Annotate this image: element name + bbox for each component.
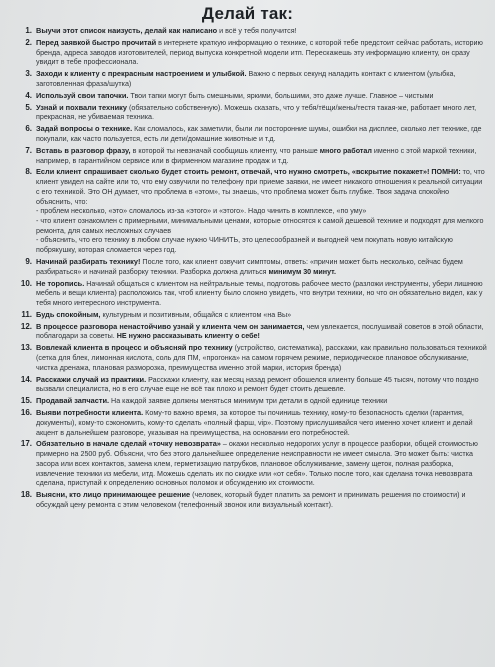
rule-text: – окажи несколько недорогих услуг в процессе разборки, общей стоимостью примерно на 2500 руб. Объясни, что без этого дальнейшее определение неисправности не имеет смысла. Это может быть: чистка засора или всех контактов, замена клем, герметизацию патрубков, плановое обслуживание, замену щеток, полная разборка, извлечение техники из мебели, итд. Можешь сделать их по скидке или «от себя». Только после того, как сделана точка невозврата сделана, приступай к определению основных поломок и обсуждению их стоимости. bbox=[36, 440, 478, 488]
rule-text: в интернете краткую информацию о технике, с которой тебе предстоит сейчас работать, историю бренда, адреса заводов изготовителей, период выпуска конкретной модели итп. Перескажешь эту информацию клиенту, он сразу увидит в тебе профессионала. bbox=[36, 38, 483, 67]
rule-number: 9. bbox=[25, 256, 32, 266]
rule-item bbox=[8, 396, 487, 407]
rule-text: Важно с первых секунд наладить контакт с клиентом (улыбка, заготовленная фраза/шутка) bbox=[36, 70, 456, 88]
rule-lead: Обязательно в начале сделай «точку невозврата» bbox=[36, 439, 221, 449]
rule-subline: - проблем несколько, «это» сломалось из-за «этого» и «этого». Надо чинить в комплексе, «по уму» bbox=[36, 207, 367, 216]
rule-item bbox=[8, 91, 487, 102]
rule-text: Расскажи клиенту, как месяц назад ремонт обошелся клиенту больше 45 тысяч, потому что поздно вызвали специалиста, но в его случае еще не всё так плохо и ремонт будет стоить дешевле. bbox=[36, 375, 479, 394]
rule-text: После того, как клиент озвучит симптомы, ответь: «причин может быть несколько, сейчас будем разбираться» и начинай разборку техники. Разборка должна длиться bbox=[36, 257, 463, 276]
rule-number: 13. bbox=[20, 343, 32, 353]
rule-item bbox=[8, 343, 487, 373]
rule-number: 15. bbox=[20, 396, 32, 406]
rule-text: (человек, который будет платить за ремонт и принимать решения по стоимости) и обсуждай цену ремонта с этим человеком (телефонный звонок или визуальный контакт). bbox=[36, 491, 466, 509]
rule-item bbox=[8, 69, 487, 89]
rule-lead: Если клиент спрашивает сколько будет стоить ремонт, отвечай, что нужно смотреть, «вскрытие покажет»! bbox=[36, 167, 430, 177]
rule-number: 8. bbox=[25, 167, 32, 177]
rule-number: 7. bbox=[25, 145, 32, 155]
rule-lead: Вовлекай клиента в процесс и объясняй про технику bbox=[36, 343, 233, 353]
rule-lead: Продавай запчасти. bbox=[36, 396, 110, 406]
rule-lead: Не торопись. bbox=[36, 278, 85, 288]
rule-text: чем увлекается, послушивай советов в этой области, поблагодари за советы. bbox=[36, 322, 484, 341]
rule-text: На каждой заявке должны меняться минимум три детали в одной единице техники bbox=[109, 397, 388, 406]
rule-item bbox=[8, 167, 487, 255]
rule-lead: Будь спокойным, bbox=[36, 309, 101, 319]
rule-number: 4. bbox=[25, 90, 32, 100]
rules-list bbox=[8, 26, 487, 511]
rule-item bbox=[8, 38, 487, 68]
rule-item bbox=[8, 103, 487, 123]
rule-text: культурным и позитивным, общайся с клиентом «на Вы» bbox=[100, 310, 292, 319]
rule-item bbox=[8, 124, 487, 144]
rule-number: 16. bbox=[20, 408, 32, 418]
rule-tail: именно с этой маркой техники, например, в гарантийном сервисе или в фирменном магазине продаж и т.д. bbox=[36, 146, 477, 165]
rule-item bbox=[8, 146, 487, 166]
rule-text: Твои тапки могут быть смешными, яркими, большими, это даже лучше. Главное – чистыми bbox=[128, 91, 434, 100]
rule-lead: Расскажи случай из практики. bbox=[36, 374, 147, 384]
rule-lead: Выяви потребности клиента. bbox=[36, 408, 144, 418]
rule-text: (обязательно собственную). Можешь сказать, что у тебя/тёщи/жены/тестя такая-же, работает много лет, прекрасная, не убиваемая техника. bbox=[36, 103, 477, 122]
rule-number: 18. bbox=[20, 490, 32, 500]
rule-number: 1. bbox=[25, 26, 32, 35]
rule-lead: Вставь в разговор фразу, bbox=[36, 145, 131, 155]
rule-lead: Заходи к клиенту с прекрасным настроением и улыбкой. bbox=[36, 69, 247, 79]
rule-item bbox=[8, 257, 487, 277]
rule-text: то, что клиент увидел на сайте или то, что ему озвучили по телефону при приеме заявки, не имеет никакого отношения к реальной ситуации с его техникой. Это ОН думает, что проблема в «этом», ты знаешь, что проблема может быть глубже. Твоя задача спокойно объяснить, что: bbox=[36, 168, 485, 206]
rule-number: 14. bbox=[20, 374, 32, 384]
rule-lead: Начинай разбирать технику! bbox=[36, 256, 141, 266]
rule-item bbox=[8, 279, 487, 309]
rule-number: 6. bbox=[25, 124, 32, 134]
rule-strong: много работал bbox=[319, 146, 372, 155]
rule-strong: минимум 30 минут. bbox=[268, 267, 337, 276]
rule-number: 11. bbox=[21, 309, 32, 319]
rule-lead: Перед заявкой быстро прочитай bbox=[36, 37, 157, 47]
rule-lead: Выясни, кто лицо принимающее решение bbox=[36, 490, 191, 500]
rule-item bbox=[8, 490, 487, 510]
rule-number: 5. bbox=[25, 102, 32, 112]
rule-lead: Задай вопросы о технике. bbox=[36, 124, 133, 134]
rule-text: Начинай общаться с клиентом на нейтральные темы, подготовь рабочее место (разложи инструменты, убери лишнюю мебель и вещи клиента) расположись так, чтоб клиенту было сложно увидеть, что внутри техники, но что он обязательно видел, как у тебя много интересного инструмента. bbox=[36, 279, 483, 307]
rule-item bbox=[8, 375, 487, 395]
rule-item bbox=[8, 26, 487, 37]
rule-number: 2. bbox=[25, 37, 32, 47]
rule-item bbox=[8, 408, 487, 438]
rule-text: Кому-то важно время, за которое ты починишь технику, кому-то безопасность сделки (гарантия, документы), кому-то сэкономить, кому-то сделать «полный фарш, vip». Поэтому прислушивайся чего именно хочет клиент и делай акцент в дальнейшем разговоре, указывая на преимущества, на основании его потребностей. bbox=[36, 409, 473, 437]
rule-text: (устройство, систематика), расскажи, как правильно пользоваться техникой (сетка для блек, лимонная кислота, соль для ПМ, «прогонка» на самом горячем режиме, периодическое плановое обслуживание, чистка дренажа, плановая разморозка, преимущества именно этой марки, история бренда) bbox=[36, 344, 487, 372]
rule-text: Как сломалось, как заметили, были ли посторонние шумы, ошибки на дисплее, сколько лет технике, где покупали, как часто пользуется, есть ли дети/домашние животные и т.д. bbox=[36, 125, 482, 143]
rule-number: 12. bbox=[20, 321, 32, 331]
rule-number: 3. bbox=[25, 69, 32, 79]
page-title: Делай так: bbox=[201, 4, 294, 23]
rule-text: и всё у тебя получится! bbox=[217, 27, 297, 35]
rule-strong: НЕ нужно рассказывать клиенту о себе! bbox=[116, 332, 260, 341]
rule-text: в которой ты невзначай сообщишь клиенту, что раньше bbox=[130, 146, 320, 155]
rule-item bbox=[8, 322, 487, 342]
rule-lead: Узнай и похвали технику bbox=[36, 102, 127, 112]
rule-lead: Выучи этот список наизусть, делай как написано bbox=[36, 26, 218, 35]
rule-item bbox=[8, 439, 487, 489]
rule-item bbox=[8, 310, 487, 321]
rule-subline: - объяснить, что его технику в любом случае нужно ЧИНИТЬ, это целесообразней и выгодней чем покупать новую китайскую побрякушку, которая сломается через год. bbox=[36, 236, 453, 255]
rule-number: 10. bbox=[20, 278, 32, 288]
rule-subline: - что клиент ознакомлен с примерными, минимальными ценами, которые относятся к самой дешевой технике и подходят для мелкого ремонта, для самых несложных случаев bbox=[36, 216, 484, 235]
rule-lead: В процессе разговора ненастойчиво узнай у клиента чем он занимается, bbox=[36, 321, 305, 331]
rule-strong: ПОМНИ: bbox=[429, 168, 461, 177]
rule-lead: Используй свои тапочки. bbox=[36, 90, 129, 100]
rule-number: 17. bbox=[20, 439, 32, 449]
